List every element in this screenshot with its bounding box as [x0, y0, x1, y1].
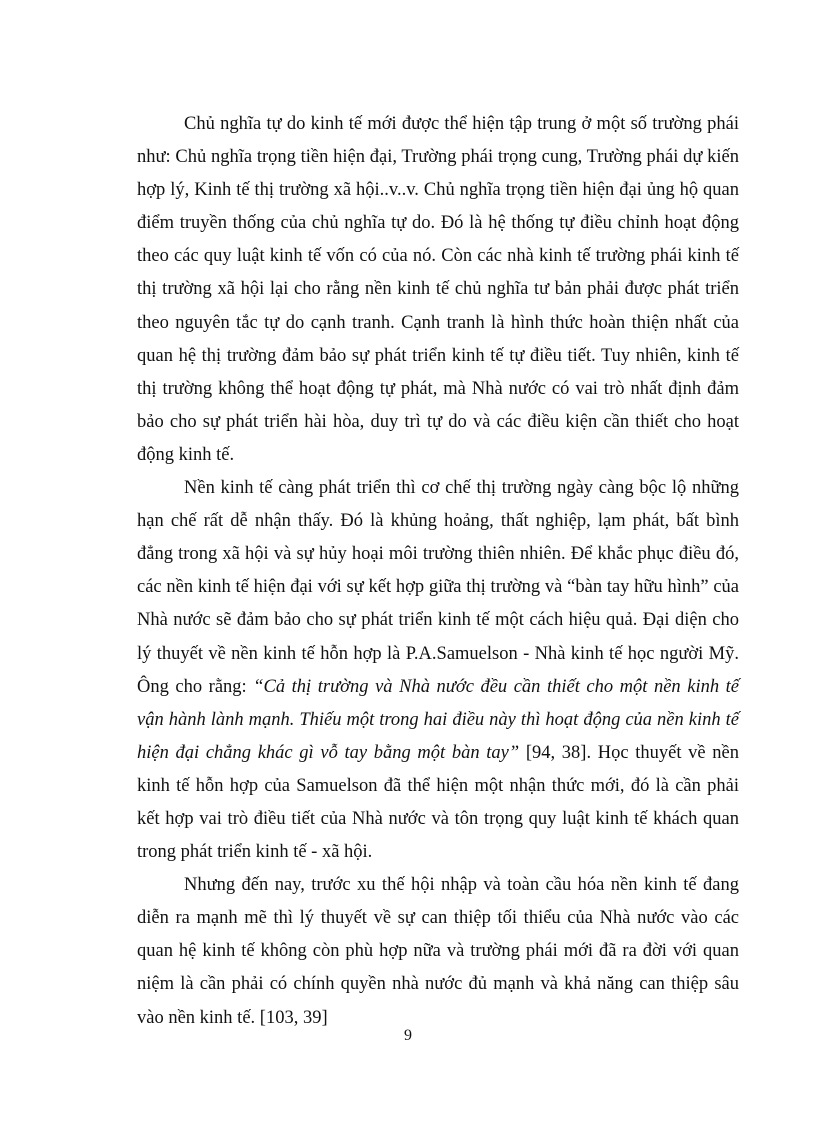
- paragraph-economic-liberalism: Chủ nghĩa tự do kinh tế mới được thể hiện tập trung ở một số trường phái như: Chủ nghĩa trọng tiền hiện đại, Trường phái trọng cung, Trường phái dự kiến hợp lý, Kinh tế thị trường xã hội..v..v. Chủ nghĩa trọng tiền hiện đại ủng hộ quan điểm truyền thống của chủ nghĩa tự do. Đó là hệ thống tự điều chỉnh hoạt động theo các quy luật kinh tế vốn có của nó. Còn các nhà kinh tế trường phái kinh tế thị trường xã hội lại cho rằng nền kinh tế chủ nghĩa tư bản phải được phát triển theo nguyên tắc tự do cạnh tranh. Cạnh tranh là hình thức hoàn thiện nhất của quan hệ thị trường đảm bảo sự phát triển kinh tế tự điều tiết. Tuy nhiên, kinh tế thị trường không thể hoạt động tự phát, mà Nhà nước có vai trò nhất định đảm bảo cho sự phát triển hài hòa, duy trì tự do và các điều kiện cần thiết cho hoạt động kinh tế.: [137, 114, 739, 465]
- samuelson-quote: “Cả thị trường và Nhà nước đều cần thiết cho một nền kinh tế vận hành lành mạnh. Thiếu một trong hai điều này thì hoạt động của nền kinh tế hiện đại chẳng khác gì vỗ tay bằng một bàn tay”: [137, 676, 739, 763]
- paragraph-mixed-economy-intro: Nền kinh tế càng phát triển thì cơ chế thị trường ngày càng bộc lộ những hạn chế rất dễ nhận thấy. Đó là khủng hoảng, thất nghiệp, lạm phát, bất bình đẳng trong xã hội và sự hủy hoại môi trường thiên nhiên. Để khắc phục điều đó, các nền kinh tế hiện đại với sự kết hợp giữa thị trường và “bàn tay hữu hình” của Nhà nước sẽ đảm bảo cho sự phát triển kinh tế một cách hiệu quả. Đại diện cho lý thuyết về nền kinh tế hỗn hợp là P.A.Samuelson - Nhà kinh tế học người Mỹ. Ông cho rằng:: [137, 478, 739, 697]
- paragraph-mixed-economy-conclusion: [94, 38]. Học thuyết về nền kinh tế hỗn hợp của Samuelson đã thể hiện một nhận thức mới, đó là cần phải kết hợp vai trò điều tiết của Nhà nước và tôn trọng quy luật kinh tế khách quan trong phát triển kinh tế - xã hội.: [137, 742, 739, 863]
- document-body: [137, 108, 739, 1035]
- page-number: 9: [404, 1027, 412, 1044]
- paragraph-globalization: Nhưng đến nay, trước xu thế hội nhập và toàn cầu hóa nền kinh tế đang diễn ra mạnh mẽ thì lý thuyết về sự can thiệp tối thiểu của Nhà nước vào các quan hệ kinh tế không còn phù hợp nữa và trường phái mới đã ra đời với quan niệm là cần phải có chính quyền nhà nước đủ mạnh và khả năng can thiệp sâu vào nền kinh tế. [103, 39]: [137, 875, 739, 1028]
- paragraph-mixed-economy: [137, 472, 739, 869]
